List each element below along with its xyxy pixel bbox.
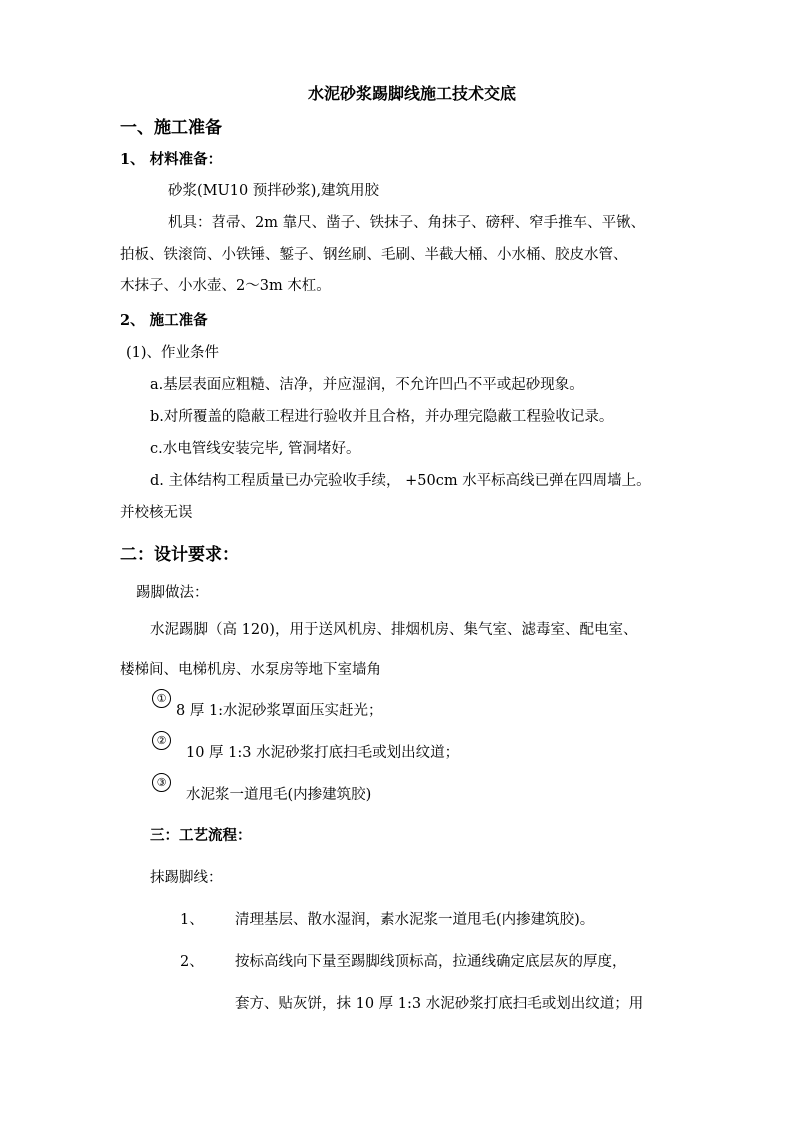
method-desc-line-1: 水泥踢脚（高 120)，用于送风机房、排烟机房、集气室、滤毒室、配电室、: [150, 622, 638, 638]
conditions-label: (1)、作业条件: [126, 345, 220, 361]
document-title: 水泥砂浆踢脚线施工技术交底: [308, 84, 517, 103]
method-desc-line-2: 楼梯间、电梯机房、水泵房等地下室墙角: [120, 662, 381, 678]
layer-text-3: 水泥浆一道甩毛(内掺建筑胶): [186, 787, 372, 803]
condition-d-line-2: 并校核无误: [120, 505, 193, 521]
condition-a: a.基层表面应粗糙、洁净，并应湿润，不允许凹凸不平或起砂现象。: [150, 377, 584, 393]
layer-mark-3: ③: [152, 773, 171, 792]
tools-line-2: 拍板、铁滚筒、小铁锤、錾子、钢丝刷、毛刷、半截大桶、小水桶、胶皮水管、: [120, 247, 628, 263]
layer-mark-1: ①: [152, 689, 171, 708]
process-label: 抹踢脚线：: [150, 870, 223, 886]
tools-line-1: 机具：苕帚、2m 靠尺、凿子、铁抹子、角抹子、磅秤、窄手推车、平锹、: [168, 215, 646, 231]
section1-sub2-heading: 2、 施工准备: [120, 312, 208, 329]
layer-text-2: 10 厚 1:3 水泥砂浆打底扫毛或划出纹道；: [186, 745, 460, 761]
condition-b: b.对所覆盖的隐蔽工程进行验收并且合格，并办理完隐蔽工程验收记录。: [150, 409, 614, 425]
step-text-1: 清理基层、散水湿润，素水泥浆一道甩毛(内掺建筑胶)。: [235, 912, 595, 928]
layer-mark-2: ②: [152, 731, 171, 750]
layer-text-1: 8 厚 1:水泥砂浆罩面压实赶光；: [176, 703, 383, 719]
step-text-2: 按标高线向下量至踢脚线顶标高，拉通线确定底层灰的厚度，: [235, 954, 627, 970]
section3-heading: 三：工艺流程：: [150, 827, 252, 844]
section1-sub1-heading: 1、 材料准备：: [120, 151, 223, 168]
step-text-2-cont: 套方、贴灰饼，抹 10 厚 1:3 水泥砂浆打底扫毛或划出纹道；用: [235, 996, 644, 1012]
section1-heading: 一、施工准备: [120, 118, 222, 138]
condition-c: c.水电管线安装完毕, 管洞堵好。: [150, 441, 361, 457]
step-num-2: 2、: [180, 954, 204, 970]
step-num-1: 1、: [180, 912, 204, 928]
materials-text: 砂浆(MU10 预拌砂浆),建筑用胶: [168, 183, 380, 199]
tools-line-3: 木抹子、小水壶、2～3m 木杠。: [120, 278, 331, 294]
section2-heading: 二：设计要求：: [120, 545, 239, 565]
condition-d-line-1: d. 主体结构工程质量已办完验收手续， +50cm 水平标高线已弹在四周墙上。: [150, 473, 651, 489]
method-label: 踢脚做法：: [136, 585, 209, 601]
